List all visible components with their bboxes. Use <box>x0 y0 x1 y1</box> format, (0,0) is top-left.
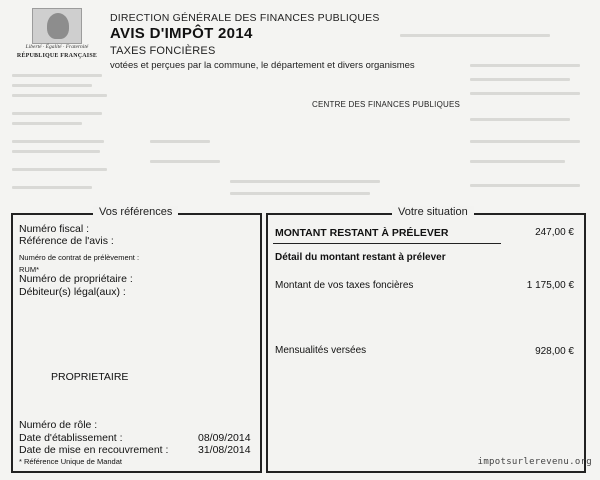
direction-heading: DIRECTION GÉNÉRALE DES FINANCES PUBLIQUES <box>110 12 380 24</box>
debiteurs-label: Débiteur(s) légal(aux) : <box>19 286 126 298</box>
rum-label: RUM* <box>19 265 39 274</box>
numero-fiscal-label: Numéro fiscal : <box>19 223 90 235</box>
logo-motto: Liberté · Égalité · Fraternité <box>25 44 89 50</box>
situation-legend: Votre situation <box>392 206 474 218</box>
centre-finances-publiques: CENTRE DES FINANCES PUBLIQUES <box>312 100 461 109</box>
numero-proprietaire-label: Numéro de propriétaire : <box>19 273 133 285</box>
marianne-emblem-icon <box>32 8 82 44</box>
republique-francaise-logo <box>14 8 100 62</box>
date-etablissement-label: Date d'établissement : <box>19 432 123 444</box>
mensualites-label: Mensualités versées <box>275 345 367 356</box>
source-watermark: impotsurlerevenu.org <box>477 457 592 467</box>
numero-role-label: Numéro de rôle : <box>19 419 98 431</box>
taxes-foncieres-value: 1 175,00 € <box>526 280 574 291</box>
document-title: AVIS D'IMPÔT 2014 <box>110 25 253 42</box>
proprietaire-label: PROPRIETAIRE <box>51 371 129 383</box>
contrat-prelevement-label: Numéro de contrat de prélèvement : <box>19 253 140 262</box>
reference-avis-label: Référence de l'avis : <box>19 235 114 247</box>
taxes-foncieres-label: Montant de vos taxes foncières <box>275 280 414 291</box>
montant-restant-label: MONTANT RESTANT À PRÉLEVER <box>275 227 449 239</box>
detail-label: Détail du montant restant à prélever <box>275 252 446 263</box>
montant-restant-value: 247,00 € <box>535 227 574 238</box>
situation-box <box>266 206 586 473</box>
references-legend: Vos références <box>93 206 178 218</box>
date-etablissement-value: 08/09/2014 <box>198 432 251 444</box>
document-subtitle: TAXES FONCIÈRES <box>110 45 216 57</box>
montant-restant-rule <box>273 243 501 244</box>
rum-footnote: * Référence Unique de Mandat <box>19 457 122 466</box>
mensualites-value: 928,00 € <box>535 346 574 357</box>
date-recouvrement-value: 31/08/2014 <box>198 444 251 456</box>
logo-republic: RÉPUBLIQUE FRANÇAISE <box>16 53 98 59</box>
references-box <box>11 206 262 473</box>
document-description: votées et perçues par la commune, le département et divers organismes <box>110 60 415 71</box>
date-recouvrement-label: Date de mise en recouvrement : <box>19 444 169 456</box>
